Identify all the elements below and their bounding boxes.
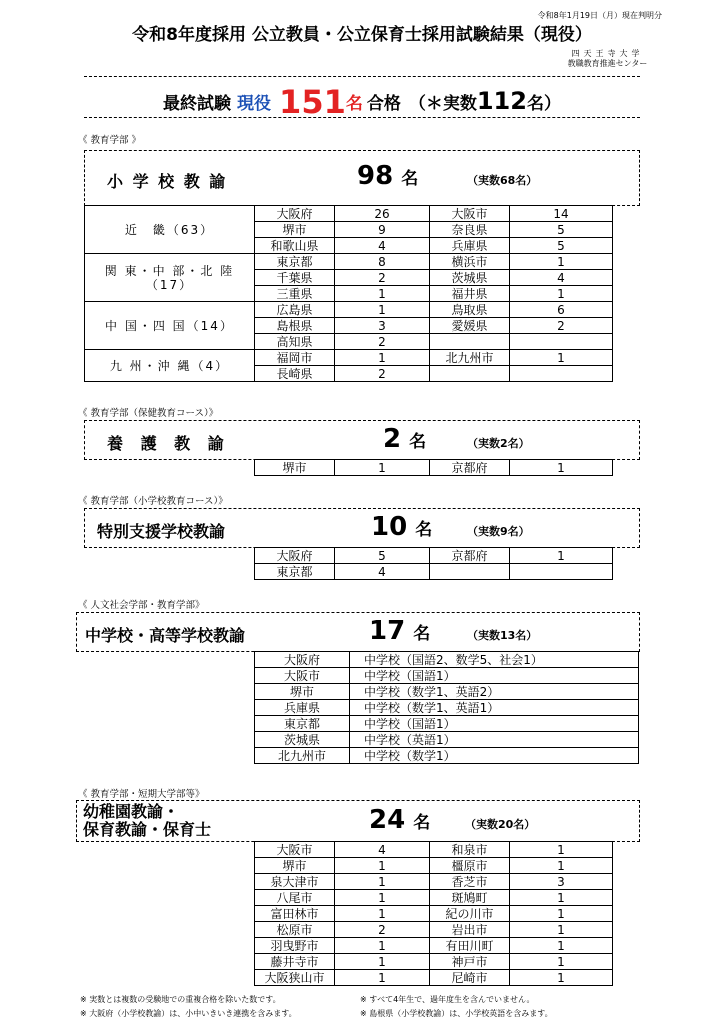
table-row: [255, 564, 613, 580]
pass-count: 9: [335, 222, 430, 238]
category-label: 中学校・高等学校教諭: [85, 626, 246, 645]
place-name: 富田林市: [255, 906, 335, 922]
secondary-table: [254, 651, 639, 764]
category-header-secondary: [76, 612, 640, 652]
table-row: [255, 938, 613, 954]
pass-count: 2: [335, 366, 430, 382]
pass-count: 1: [335, 302, 430, 318]
category-real: （実数9名）: [467, 525, 530, 538]
table-row: [255, 858, 613, 874]
count-value: 17: [369, 616, 406, 646]
place-name: 広島県: [255, 302, 335, 318]
subject-detail: 中学校（国語1）: [350, 716, 639, 732]
category-label: 特別支援学校教諭: [97, 522, 226, 541]
place-name: 神戸市: [430, 954, 510, 970]
pass-count: 1: [335, 460, 430, 476]
place-name: 三重県: [255, 286, 335, 302]
table-row: [255, 890, 613, 906]
place-name: 福井県: [430, 286, 510, 302]
pass-count: 1: [335, 970, 430, 986]
place-name: 北九州市: [255, 748, 350, 764]
category-count: [383, 424, 426, 454]
place-name: 高知県: [255, 334, 335, 350]
page-title: 令和8年度採用 公立教員・公立保育士採用試験結果（現役）: [132, 25, 592, 45]
place-name: 泉大津市: [255, 874, 335, 890]
table-row: [85, 302, 613, 318]
table-row: [85, 254, 613, 270]
pass-count: 1: [335, 874, 430, 890]
pass-count: 1: [510, 938, 613, 954]
special-table: [254, 547, 613, 580]
faculty-label-special: 《 教育学部（小学校教育コース）》: [78, 496, 228, 507]
pass-count: 6: [510, 302, 613, 318]
place-name: 大阪狭山市: [255, 970, 335, 986]
place-name: 福岡市: [255, 350, 335, 366]
table-row: [255, 700, 639, 716]
pass-count: 1: [510, 890, 613, 906]
pass-count: 1: [510, 254, 613, 270]
pass-count: 1: [335, 938, 430, 954]
place-name: 大阪府: [255, 652, 350, 668]
final-mei: 名: [345, 94, 363, 114]
place-name: 兵庫県: [430, 238, 510, 254]
category-real: （実数20名）: [465, 818, 536, 831]
category-count: [369, 616, 430, 646]
table-row: [255, 922, 613, 938]
pass-count: 3: [335, 318, 430, 334]
pass-count: 1: [335, 906, 430, 922]
pass-count: 1: [510, 286, 613, 302]
place-name: 斑鳩町: [430, 890, 510, 906]
pass-count: 4: [335, 238, 430, 254]
subject-detail: 中学校（国語1）: [350, 668, 639, 684]
place-name: 紀の川市: [430, 906, 510, 922]
category-count: [369, 805, 430, 835]
pass-count: 1: [335, 954, 430, 970]
faculty-label-yogo: 《 教育学部（保健教育コース）》: [78, 408, 219, 419]
subject-detail: 中学校（数学1、英語1）: [350, 700, 639, 716]
final-real-prefix: （＊実数: [408, 94, 477, 114]
elementary-table: [84, 205, 613, 382]
count-unit: 名: [409, 432, 427, 452]
note-4: ※ 島根県（小学校教諭）は、小学校英語を含みます。: [360, 1009, 553, 1018]
date-stamp: 令和8年1月19日（月）現在判明分: [537, 11, 662, 20]
pass-count: 3: [510, 874, 613, 890]
subject-detail: 中学校（数学1）: [350, 748, 639, 764]
category-label-line2: 保育教諭・保育士: [83, 820, 212, 839]
category-label-line1: 幼稚園教諭・: [83, 802, 180, 821]
pass-count: 2: [335, 922, 430, 938]
pass-count: [510, 564, 613, 580]
count-value: 24: [369, 805, 406, 835]
pass-count: 26: [335, 206, 430, 222]
table-row: [255, 716, 639, 732]
faculty-label-elementary: 《 教育学部 》: [78, 135, 142, 146]
place-name: 松原市: [255, 922, 335, 938]
place-name: 東京都: [255, 254, 335, 270]
pass-count: 4: [335, 842, 430, 858]
place-name: 八尾市: [255, 890, 335, 906]
place-name: 大阪府: [255, 548, 335, 564]
pass-count: 5: [510, 238, 613, 254]
org-center: 教職教育推進センター: [567, 59, 648, 68]
final-current: 現役: [237, 94, 272, 114]
place-name: 大阪府: [255, 206, 335, 222]
table-row: [255, 668, 639, 684]
final-pass: 合格: [366, 94, 401, 114]
table-row: [255, 906, 613, 922]
place-name: 羽曳野市: [255, 938, 335, 954]
subject-detail: 中学校（数学1、英語2）: [350, 684, 639, 700]
table-row: [255, 842, 613, 858]
table-row: [255, 970, 613, 986]
table-row: [255, 874, 613, 890]
place-name: 和泉市: [430, 842, 510, 858]
final-result-box: [84, 76, 640, 121]
count-value: 2: [383, 424, 402, 454]
category-real: （実数68名）: [467, 174, 538, 187]
region-label: 九 州・沖 縄（4）: [85, 350, 255, 382]
place-name: 和歌山県: [255, 238, 335, 254]
count-unit: 名: [401, 169, 419, 189]
yogo-table: [254, 459, 613, 476]
place-name: 藤井寺市: [255, 954, 335, 970]
faculty-label-kinder: 《 教育学部・短期大学部等》: [78, 789, 205, 800]
count-unit: 名: [415, 520, 433, 540]
place-name: 尼崎市: [430, 970, 510, 986]
category-header-yogo: [84, 420, 640, 460]
final-real: [408, 87, 561, 115]
count-unit: 名: [413, 813, 431, 833]
count-value: 10: [371, 512, 408, 542]
place-name: 有田川町: [430, 938, 510, 954]
pass-count: 2: [335, 270, 430, 286]
note-1: ※ 実数とは複数の受験地での重複合格を除いた数です。: [80, 995, 281, 1004]
pass-count: 1: [510, 548, 613, 564]
pass-count: 2: [510, 318, 613, 334]
category-header-special: [84, 508, 640, 548]
pass-count: 1: [510, 460, 613, 476]
table-row: [255, 748, 639, 764]
pass-count: 14: [510, 206, 613, 222]
place-name: 茨城県: [255, 732, 350, 748]
count-value: 98: [357, 161, 394, 191]
final-count: 151: [279, 83, 346, 121]
place-name: 香芝市: [430, 874, 510, 890]
place-name: 東京都: [255, 564, 335, 580]
place-name: 京都府: [430, 460, 510, 476]
place-name: 東京都: [255, 716, 350, 732]
pass-count: 8: [335, 254, 430, 270]
category-real: （実数2名）: [467, 437, 530, 450]
note-2: ※ すべて4年生で、過年度生を含んでいません。: [360, 995, 535, 1004]
place-name: 島根県: [255, 318, 335, 334]
pass-count: 1: [510, 350, 613, 366]
pass-count: 1: [510, 922, 613, 938]
table-row: [85, 350, 613, 366]
table-row: [255, 684, 639, 700]
place-name: 堺市: [255, 684, 350, 700]
pass-count: [510, 366, 613, 382]
final-real-count: 112: [476, 87, 527, 115]
place-name: 堺市: [255, 222, 335, 238]
pass-count: 1: [335, 858, 430, 874]
place-name: 堺市: [255, 858, 335, 874]
pass-count: 4: [510, 270, 613, 286]
category-count: [357, 161, 418, 191]
place-name: 京都府: [430, 548, 510, 564]
category-header-elementary: [84, 150, 640, 206]
subject-detail: 中学校（国語2、数学5、社会1）: [350, 652, 639, 668]
org-university: 四天王寺大学: [571, 49, 644, 58]
pass-count: 1: [510, 858, 613, 874]
place-name: 岩出市: [430, 922, 510, 938]
place-name: 鳥取県: [430, 302, 510, 318]
pass-count: 1: [510, 906, 613, 922]
place-name: 愛媛県: [430, 318, 510, 334]
category-real: （実数13名）: [467, 629, 538, 642]
pass-count: 1: [335, 350, 430, 366]
category-header-kinder: [76, 800, 640, 842]
pass-count: 1: [335, 286, 430, 302]
place-name: 堺市: [255, 460, 335, 476]
pass-count: 1: [510, 842, 613, 858]
pass-count: [510, 334, 613, 350]
table-row: [255, 460, 613, 476]
table-row: [255, 732, 639, 748]
category-label: 養 護 教 諭: [107, 434, 230, 453]
count-unit: 名: [413, 624, 431, 644]
region-label: 中 国・四 国（14）: [85, 302, 255, 350]
pass-count: 1: [510, 954, 613, 970]
place-name: [430, 564, 510, 580]
organization: [560, 49, 655, 69]
table-row: [255, 548, 613, 564]
place-name: 千葉県: [255, 270, 335, 286]
note-3: ※ 大阪府（小学校教諭）は、小中いきいき連携を含みます。: [80, 1009, 297, 1018]
table-row: [85, 206, 613, 222]
place-name: 北九州市: [430, 350, 510, 366]
place-name: 大阪市: [255, 668, 350, 684]
place-name: 横浜市: [430, 254, 510, 270]
category-label: [83, 803, 211, 839]
place-name: 長崎県: [255, 366, 335, 382]
place-name: 大阪市: [255, 842, 335, 858]
pass-count: 1: [335, 890, 430, 906]
table-row: [255, 954, 613, 970]
region-label: 関 東・中 部・北 陸（17）: [85, 254, 255, 302]
pass-count: 1: [510, 970, 613, 986]
place-name: 茨城県: [430, 270, 510, 286]
final-real-suffix: 名）: [526, 94, 561, 114]
pass-count: 4: [335, 564, 430, 580]
table-row: [255, 652, 639, 668]
place-name: 橿原市: [430, 858, 510, 874]
pass-count: 5: [510, 222, 613, 238]
faculty-label-secondary: 《 人文社会学部・教育学部》: [78, 600, 205, 611]
final-label: 最終試験: [163, 94, 232, 114]
place-name: [430, 334, 510, 350]
subject-detail: 中学校（英語1）: [350, 732, 639, 748]
category-label: 小 学 校 教 諭: [107, 172, 228, 191]
place-name: 奈良県: [430, 222, 510, 238]
pass-count: 5: [335, 548, 430, 564]
category-count: [371, 512, 432, 542]
place-name: 兵庫県: [255, 700, 350, 716]
region-label: 近 畿（63）: [85, 206, 255, 254]
pass-count: 2: [335, 334, 430, 350]
place-name: 大阪市: [430, 206, 510, 222]
kinder-table: [254, 841, 613, 986]
place-name: [430, 366, 510, 382]
